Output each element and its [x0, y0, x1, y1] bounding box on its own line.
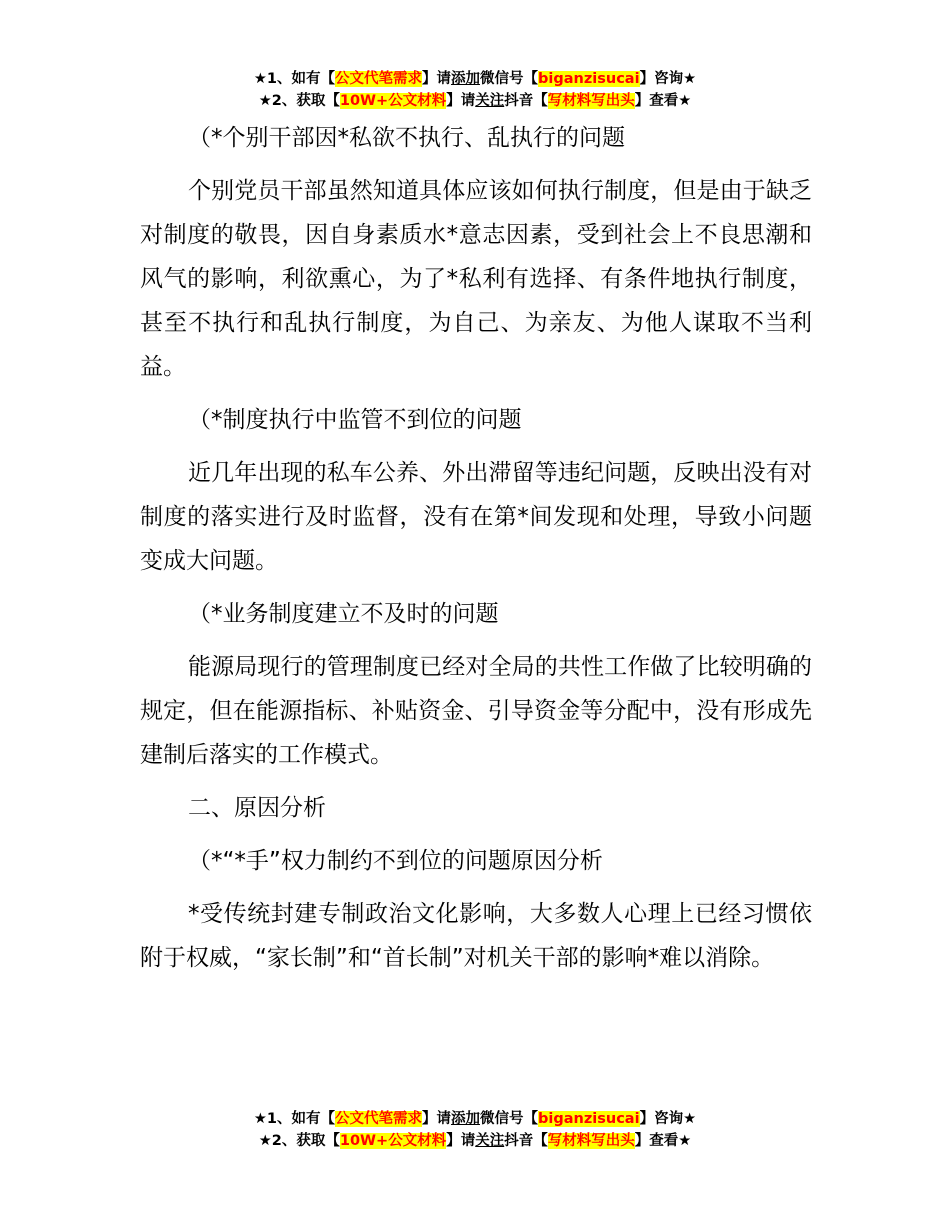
ad-text: ★1、如有【 [253, 1111, 336, 1127]
ad-highlight-douyin-id: 写材料写出头 [547, 1133, 635, 1149]
footer-ad-banner [0, 1108, 950, 1152]
paragraph-personal-interest: 个别党员干部虽然知道具体应该如何执行制度，但是由于缺乏对制度的敬畏，因自身素质水*意志因素，受到社会上不良思潮和风气的影响，利欲熏心，为了*私利有选择、有条件地执行制度，甚至不执行和乱执行制度，为自己、为亲友、为他人谋取不当利益。 [140, 178, 812, 380]
ad-text: 】请 [422, 1111, 452, 1127]
ad-line-1 [0, 68, 950, 90]
ad-text: 】请 [422, 71, 452, 87]
ad-line-2 [0, 1130, 950, 1152]
ad-text: 】请 [446, 93, 476, 109]
ad-line-1 [0, 1108, 950, 1130]
ad-text: 微信号【 [480, 71, 539, 87]
ad-text: ★2、获取【 [258, 1133, 340, 1149]
ad-text: 】咨询★ [639, 1111, 697, 1127]
ad-highlight-wechat-id: biganzisucai [538, 1111, 640, 1127]
ad-emphasis: 添加 [451, 1111, 481, 1127]
ad-text: 】查看★ [634, 93, 692, 109]
subheading-personal-interest: （*个别干部因*私欲不执行、乱执行的问题 [188, 125, 625, 151]
ad-highlight-douyin-id: 写材料写出头 [547, 93, 635, 109]
document-body [140, 116, 812, 980]
paragraph-power-restriction: *受传统封建专制政治文化影响，大多数人心理上已经习惯依附于权威，“家长制”和“首长制”对机关干部的影响*难以消除。 [140, 901, 812, 971]
header-ad-banner [0, 68, 950, 112]
ad-emphasis: 添加 [451, 71, 481, 87]
ad-text: 】查看★ [634, 1133, 692, 1149]
ad-text: 抖音【 [504, 1133, 548, 1149]
ad-text: ★1、如有【 [253, 71, 336, 87]
ad-text: 】咨询★ [639, 71, 697, 87]
subheading-power-restriction: （*“*手”权力制约不到位的问题原因分析 [188, 848, 603, 874]
paragraph-supervision: 近几年出现的私车公养、外出滞留等违纪问题，反映出没有对制度的落实进行及时监督，没有在第*间发现和处理，导致小问题变成大问题。 [140, 460, 812, 574]
subheading-business-system: （*业务制度建立不及时的问题 [188, 601, 499, 627]
ad-text: 微信号【 [480, 1111, 539, 1127]
ad-text: 抖音【 [504, 93, 548, 109]
ad-highlight-wechat-id: biganzisucai [538, 71, 640, 87]
ad-text: 】请 [446, 1133, 476, 1149]
ad-highlight-materials: 10W+公文材料 [339, 1133, 447, 1149]
paragraph-business-system: 能源局现行的管理制度已经对全局的共性工作做了比较明确的规定，但在能源指标、补贴资金、引导资金等分配中，没有形成先建制后落实的工作模式。 [140, 654, 812, 768]
ad-emphasis: 关注 [475, 1133, 505, 1149]
ad-highlight-service: 公文代笔需求 [335, 71, 423, 87]
ad-emphasis: 关注 [475, 93, 505, 109]
ad-highlight-service: 公文代笔需求 [335, 1111, 423, 1127]
ad-text: ★2、获取【 [258, 93, 340, 109]
ad-line-2 [0, 90, 950, 112]
section-heading-cause-analysis: 二、原因分析 [188, 795, 326, 821]
subheading-supervision: （*制度执行中监管不到位的问题 [188, 407, 522, 433]
ad-highlight-materials: 10W+公文材料 [339, 93, 447, 109]
